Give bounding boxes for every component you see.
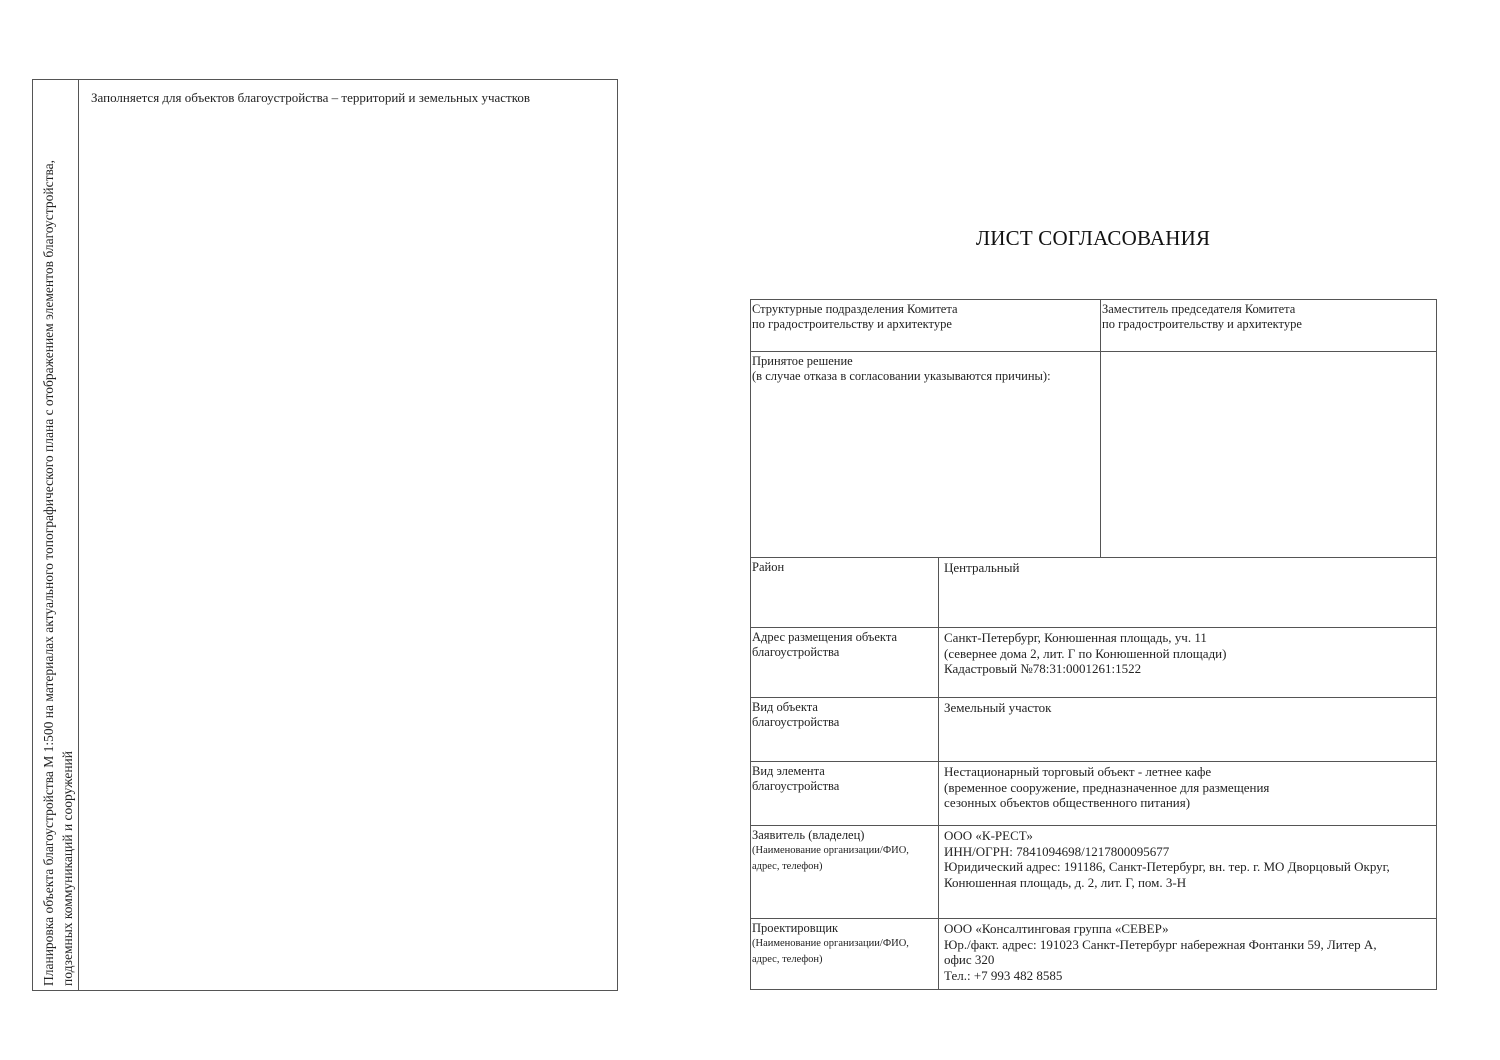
plan-fill-note: Заполняется для объектов благоустройства – территорий и земельных участков xyxy=(91,90,531,105)
plan-caption-line-2: подземных коммуникаций и сооружений xyxy=(60,750,75,986)
table-row xyxy=(751,300,1437,352)
deputy-chairman-cell: Заместитель председателя Комитета по градостроительству и архитектуре xyxy=(1101,300,1437,352)
designer-value: ООО «Консалтинговая группа «СЕВЕР» Юр./факт. адрес: 191023 Санкт-Петербург набережная Фонтанки 59, Литер А, офис 320 Тел.: +7 993 482 8585 xyxy=(939,919,1437,990)
decision-signature-cell xyxy=(1101,352,1437,558)
district-label: Район xyxy=(751,558,939,628)
address-label: Адрес размещения объекта благоустройства xyxy=(751,628,939,698)
element-type-value: Нестационарный торговый объект - летнее кафе (временное сооружение, предназначенное для размещения сезонных объектов общественного питания) xyxy=(939,762,1437,826)
page-title: ЛИСТ СОГЛАСОВАНИЯ xyxy=(975,226,1211,250)
district-value: Центральный xyxy=(939,558,1437,628)
table-row xyxy=(751,762,1437,826)
applicant-value: ООО «К-РЕСТ» ИНН/ОГРН: 7841094698/1217800095677 Юридический адрес: 191186, Санкт-Петербург, вн. тер. г. МО Дворцовый Округ, Конюшенная площадь, д. 2, лит. Г, пом. 3-Н xyxy=(939,826,1437,919)
object-type-label: Вид объекта благоустройства xyxy=(751,698,939,762)
table-row xyxy=(751,919,1437,990)
plan-side-column xyxy=(33,80,79,990)
plan-vertical-caption xyxy=(39,86,77,986)
plan-frame xyxy=(32,79,618,991)
object-type-value: Земельный участок xyxy=(939,698,1437,762)
table-row xyxy=(751,826,1437,919)
designer-label: Проектировщик (Наименование организации/ФИО, адрес, телефон) xyxy=(751,919,939,990)
table-row xyxy=(751,698,1437,762)
table-row xyxy=(751,352,1437,558)
decision-cell: Принятое решение (в случае отказа в согласовании указываются причины): xyxy=(751,352,1101,558)
element-type-label: Вид элемента благоустройства xyxy=(751,762,939,826)
approval-table xyxy=(750,299,1437,990)
address-value: Санкт-Петербург, Конюшенная площадь, уч. 11 (севернее дома 2, лит. Г по Конюшенной площади) Кадастровый №78:31:0001261:1522 xyxy=(939,628,1437,698)
table-row xyxy=(751,628,1437,698)
applicant-label: Заявитель (владелец) (Наименование организации/ФИО, адрес, телефон) xyxy=(751,826,939,919)
committee-departments-cell: Структурные подразделения Комитета по градостроительству и архитектуре xyxy=(751,300,1101,352)
table-row xyxy=(751,558,1437,628)
plan-caption-line-1: Планировка объекта благоустройства М 1:500 на материалах актуального топографического плана с отображением элементов благоустройства, xyxy=(41,159,56,986)
